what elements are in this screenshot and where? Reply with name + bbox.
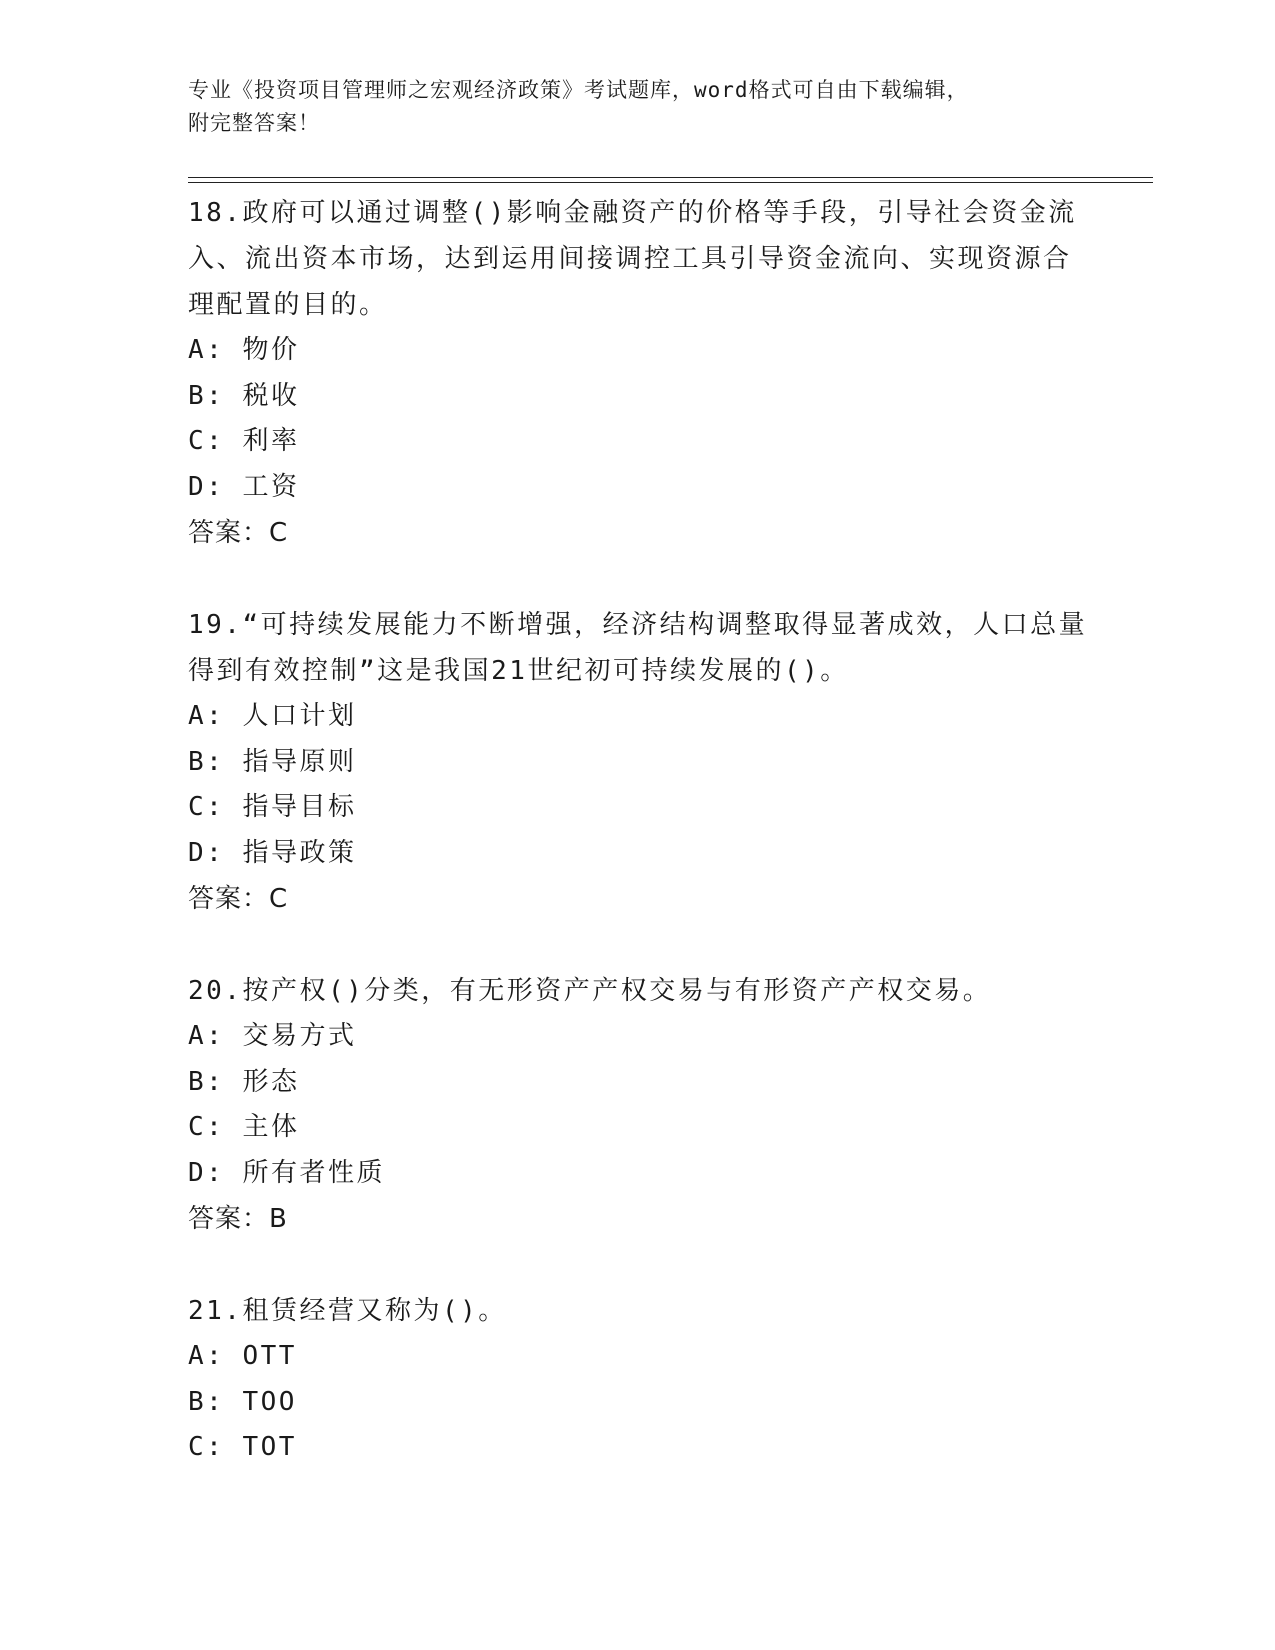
document-header [188,74,1088,140]
option-a: A: 交易方式 [188,1021,357,1051]
question-19 [188,602,1088,922]
option-a: A: 物价 [188,335,300,365]
answer-line: 答案：C [188,884,289,914]
question-stem: 20.按产权()分类，有无形资产产权交易与有形资产产权交易。 [188,976,992,1006]
question-21 [188,1288,1088,1471]
question-stem: 18.政府可以通过调整()影响金融资产的价格等手段，引导社会资金流入、流出资本市场，达到运用间接调控工具引导资金流向、实现资源合理配置的目的。 [188,198,1077,320]
question-18 [188,190,1088,556]
option-b: B: 指导原则 [188,746,357,777]
answer-line: 答案：B [188,1204,288,1234]
option-b: B: 税收 [188,380,300,411]
option-c: C: 利率 [188,426,300,456]
option-b: B: TOO [188,1386,297,1417]
option-d: D: 工资 [188,471,300,502]
option-c: C: 主体 [188,1112,300,1142]
option-d: D: 所有者性质 [188,1157,385,1188]
option-a: A: OTT [188,1341,297,1371]
question-stem: 21.租赁经营又称为()。 [188,1296,507,1326]
option-b: B: 形态 [188,1066,300,1097]
answer-line: 答案：C [188,518,289,548]
header-line-2: 附完整答案！ [188,111,320,135]
header-divider-top [188,177,1153,178]
question-20 [188,968,1088,1242]
option-a: A: 人口计划 [188,701,357,731]
option-d: D: 指导政策 [188,837,357,868]
option-c: C: 指导目标 [188,792,357,822]
question-list [188,190,1088,1517]
header-line-1: 专业《投资项目管理师之宏观经济政策》考试题库，word格式可自由下载编辑， [188,78,969,102]
option-c: C: TOT [188,1432,297,1462]
header-divider-bottom [188,182,1153,183]
question-stem: 19.“可持续发展能力不断增强，经济结构调整取得显著成效，人口总量得到有效控制”这是我国21世纪初可持续发展的()。 [188,610,1088,686]
